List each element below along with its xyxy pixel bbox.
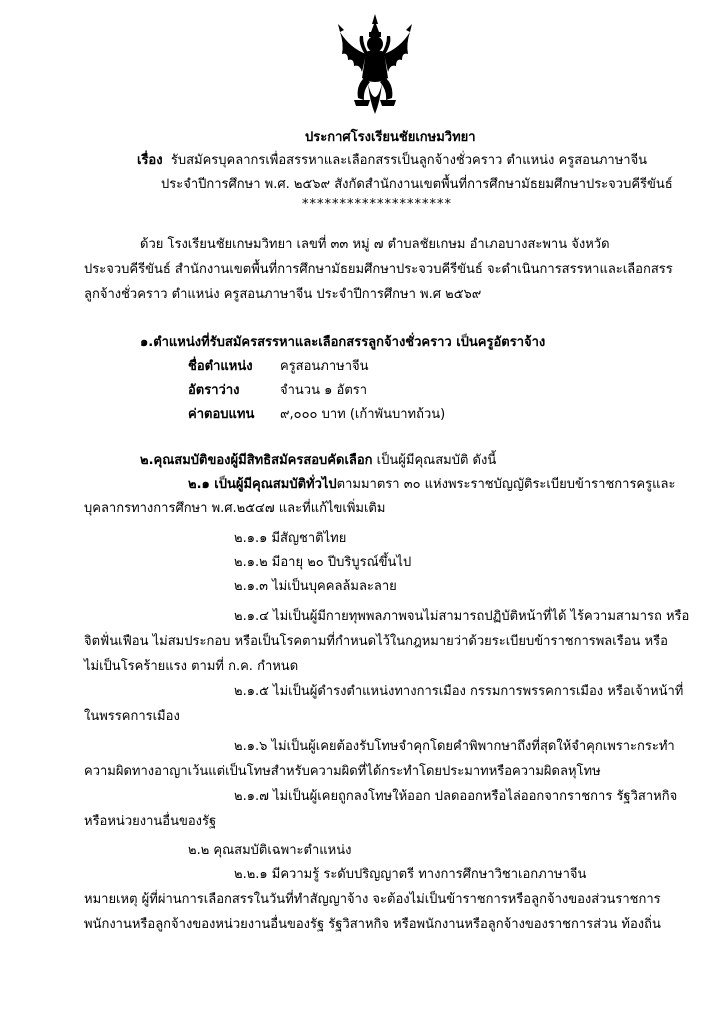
page-title: ประกาศโรงเรียนชัยเกษมวิทยา: [305, 130, 476, 145]
intro-line-2: ประจวบคีรีขันธ์ สำนักงานเขตพื้นที่การศึกษามัธยมศึกษาประจวบคีรีขันธ์ จะดำเนินการสรรหาและเลือกสรร: [84, 262, 673, 277]
position-value: ครูสอนภาษาจีน: [280, 359, 369, 374]
qualification-item: ๒.๑.๗ ไม่เป็นผู้เคยถูกลงโทษให้ออก ปลดออกหรือไล่ออกจากราชการ รัฐวิสาหกิจ: [234, 789, 678, 804]
general-qualification-line2: บุคลากรทางการศึกษา พ.ศ.๒๕๔๗ และที่แก้ไขเพิ่มเติม: [84, 501, 386, 516]
subject-line: [137, 152, 647, 170]
vacancy-label: อัตราว่าง: [188, 383, 240, 398]
qualification-item: ๒.๑.๕ ไม่เป็นผู้ดำรงตำแหน่งทางการเมือง กรรมการพรรคการเมือง หรือเจ้าหน้าที่: [234, 684, 684, 699]
intro-line-1: ด้วย โรงเรียนชัยเกษมวิทยา เลขที่ ๓๓ หมู่ ๗ ตำบลชัยเกษม อำเภอบางสะพาน จังหวัด: [140, 237, 610, 252]
section2-title: [140, 452, 496, 470]
qualification-item: ๒.๑.๑ มีสัญชาติไทย: [234, 531, 347, 546]
subject-label: เรื่อง: [137, 153, 163, 168]
subject-text: รับสมัครบุคลากรเพื่อสรรหาและเลือกสรรเป็นลูกจ้างชั่วคราว ตำแหน่ง ครูสอนภาษาจีน: [170, 153, 648, 168]
qualification-item-cont: ความผิดทางอาญาเว้นแต่เป็นโทษสำหรับความผิดที่ได้กระทำโดยประมาทหรือความผิดลหุโทษ: [84, 764, 601, 779]
garuda-emblem-icon: [336, 14, 414, 118]
specific-qualification: ๒.๒ คุณสมบัติเฉพาะตำแหน่ง: [188, 843, 352, 858]
intro-line-3: ลูกจ้างชั่วคราว ตำแหน่ง ครูสอนภาษาจีน ประจำปีการศึกษา พ.ศ ๒๕๖๙: [84, 287, 482, 302]
general-qualification: [188, 476, 675, 494]
note-line-2: พนักงานหรือลูกจ้างของหน่วยงานอื่นของรัฐ รัฐวิสาหกิจ หรือพนักงานหรือลูกจ้างของราชการส่วน ท้องถิ่น: [84, 917, 661, 932]
position-label: ชื่อตำแหน่ง: [188, 359, 253, 374]
specific-qualification-item: ๒.๒.๑ มีความรู้ ระดับปริญญาตรี ทางการศึกษาวิชาเอกภาษาจีน: [234, 867, 587, 882]
section2-title-bold: ๒.คุณสมบัติของผู้มีสิทธิสมัครสอบคัดเลือก: [140, 453, 373, 468]
qualification-item: ๒.๑.๒ มีอายุ ๒๐ ปีบริบูรณ์ขึ้นไป: [234, 555, 412, 570]
general-qualification-rest: ตามมาตรา ๓๐ แห่งพระราชบัญญัติระเบียบข้าราชการครูและ: [336, 477, 676, 492]
qualification-item: ๒.๑.๔ ไม่เป็นผู้มีกายทุพพลภาพจนไม่สามารถปฏิบัติหน้าที่ได้ ไร้ความสามารถ หรือ: [234, 609, 690, 624]
qualification-item: ๒.๑.๓ ไม่เป็นบุคคลล้มละลาย: [234, 579, 397, 594]
vacancy-value: จำนวน ๑ อัตรา: [280, 383, 368, 398]
section1-title: ๑.ตำแหน่งที่รับสมัครสรรหาและเลือกสรรลูกจ้างชั่วคราว เป็นครูอัตราจ้าง: [140, 335, 546, 350]
qualification-item-cont: หรือหน่วยงานอื่นของรัฐ: [84, 814, 217, 829]
salary-label: ค่าตอบแทน: [188, 407, 255, 422]
note-line-1: หมายเหตุ ผู้ที่ผ่านการเลือกสรรในวันที่ทำสัญญาจ้าง จะต้องไม่เป็นข้าราชการหรือลูกจ้างของส่วนราชการ: [84, 892, 661, 907]
separator: ********************: [302, 197, 452, 212]
qualification-item-cont: จิตฟั่นเฟือน ไม่สมประกอบ หรือเป็นโรคตามที่กำหนดไว้ในกฎหมายว่าด้วยระเบียบข้าราชการพลเรือน หรือ: [84, 634, 668, 649]
general-qualification-bold: ๒.๑ เป็นผู้มีคุณสมบัติทั่วไป: [188, 477, 337, 492]
qualification-item-cont: ในพรรคการเมือง: [84, 709, 180, 724]
qualification-item-cont: ไม่เป็นโรคร้ายแรง ตามที่ ก.ค. กำหนด: [84, 659, 299, 674]
salary-value: ๙,๐๐๐ บาท (เก้าพันบาทถ้วน): [280, 407, 446, 422]
qualification-item: ๒.๑.๖ ไม่เป็นผู้เคยต้องรับโทษจำคุกโดยคำพิพากษาถึงที่สุดให้จำคุกเพราะกระทำ: [234, 739, 675, 754]
section2-title-rest: เป็นผู้มีคุณสมบัติ ดังนี้: [372, 453, 497, 468]
subject-line-2: ประจำปีการศึกษา พ.ศ. ๒๕๖๙ สังกัดสำนักงานเขตพื้นที่การศึกษามัธยมศึกษาประจวบคีรีขันธ์: [161, 177, 673, 192]
